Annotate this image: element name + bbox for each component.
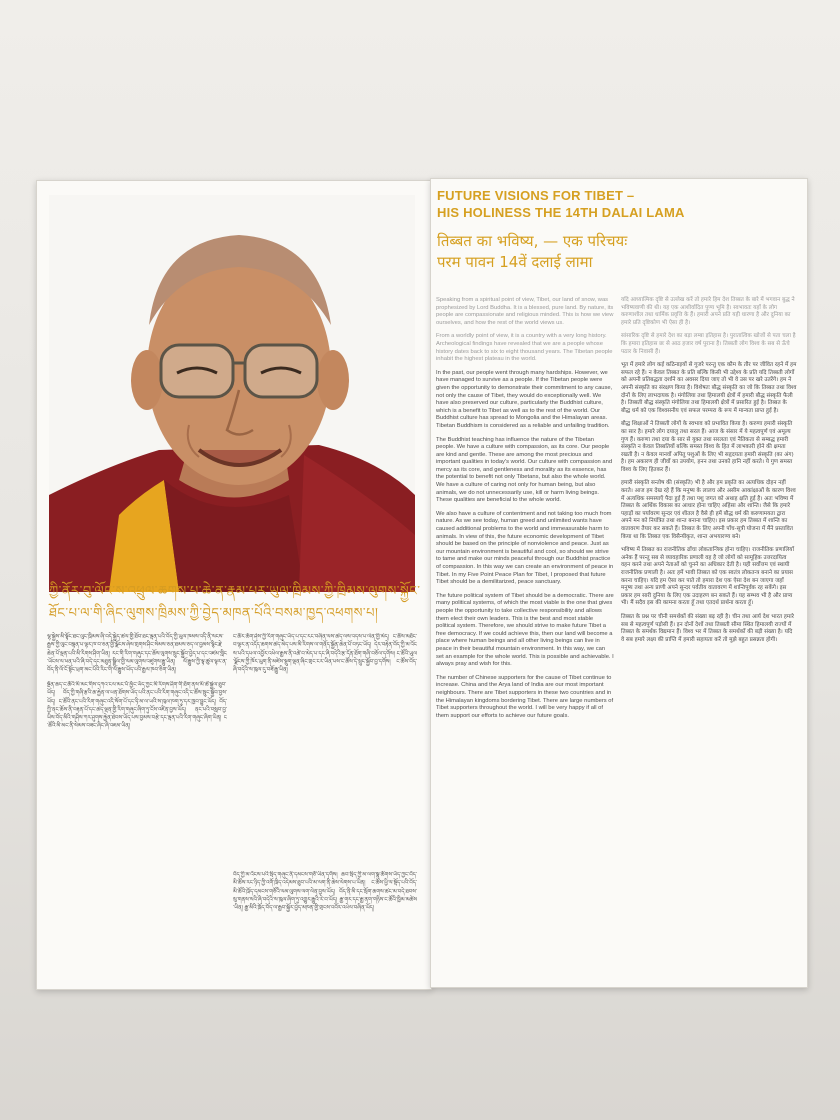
hi-paragraph: भूत में हमारे लोग कई कठिनाइयों से गुजरे परन्तु एक कौम के तौर पर जीवित रहने में हम सफल रहे हैं। न केवल तिब्बत के प्रति बल्कि किसी भी उद्देश्य के प्रति यदि तिब्बती लोगों को अपनी प्रतिबद्धता दर्शाने का अवसर दिया जाए तो भी वे उस पर खरे उतरेंगे। हम ने अपनी संस्कृति का संरक्षण किया है। विशेषतः बौद्ध संस्कृति का जो कि तिब्बत तथा विश्व दोनों के लिए लाभदायक है। मंगोलिया तथा हिमालयी क्षेत्रों में हमारी बौद्ध संस्कृति फैली है। तिब्बती बौद्ध संस्कृति मंगोलिया तथा हिमालयी क्षेत्रों में प्रसारित हुई है। तिब्बत के बौद्ध धर्म को एक विश्वसनीय एवं सफल परम्परा के रूप में मान्यता प्राप्त हुई है। xyxy=(621,362,797,414)
hi-paragraph: हमारी संस्कृति सन्तोष की (संस्कृति) भी है और हम प्रकृति का अत्यधिक दोहन नहीं करते। आज हम देख रहे हैं कि मनुष्य के लालच और असीम आकांक्षाओं के कारण विश्व में अत्यधिक समस्याएँ पैदा हुई हैं तथा पशु जगत को अथाह क्षति हुई है। अतः भविष्य में तिब्बत के आर्थिक विकास का आधार होना चाहिए अहिंसा और शान्ति। जैसे कि हमारे पहाड़ों का पर्यावरण सुन्दर एवं शीतल है वैसे ही हमें बौद्ध धर्म की करुणामयता द्वारा अपने मन को नियंत्रित तथा शान्त बनाना चाहिए। इस प्रकार हम तिब्बत में शान्ति का वातावरण तैयार कर सकते हैं। तिब्बत के लिए अपनी पाँच-सूत्री योजना में मैंने प्रस्तावित किया था कि तिब्बत एक विसैन्यीकृत, शान्त अभयारण्य बने। xyxy=(621,480,796,540)
en-paragraph: Speaking from a spiritual point of view, Tibet, our land of snow, was prophesized by Lord Buddha. It is a blessed, pure land. By nature, its people are compassionate and religious minded. This is how we view ourselves, and how the rest of the world views us. xyxy=(436,297,614,326)
portrait-illustration xyxy=(49,195,415,592)
tibetan-body-right: བོད་ཀྱི་མ་འོངས་པའི་སྲིད་གཞུང་ནི་དམངས་གཙོ་ཡིན་དགོས། ཆབ་སྲིད་ཀྱི་མ་ལག་སྣ་ཚོགས་ཡོད་ཀྱང་བོད་མི་ཚོས་རང་ཉིད་ཀྱི་འགོ་ཁྲིད་འདེམས་ཐུབ་པའི་མ་ལག་ནི་ཆེས་ལེགས་པ་ཡིན། ང་ཚོས་ཕྱི་ལ་སྡོད་པའི་བོད་མི་ཚོའི་ཁྲོད་དམངས་གཙོའི་ལམ་ལུགས་ལག་ལེན་བྱས་ཡོད། བོད་ནི་མི་དང་སྲོག་ཆགས་ཚང་མ་བདེ་ཐབས་སུ་གནས་སའི་ཞི་བདེའི་ས་ཁུལ་ཞིག་ཏུ་འགྱུར་རྒྱུའི་རེ་བ་ཡོད། རྒྱ་གར་དང་རྒྱ་ནག་གཉིས་ང་ཚོའི་ཁྱིམ་མཚེས་ཡིན། རྒྱ་མིའི་ཁྲོད་བོད་ལ་རྒྱབ་སྐྱོར་བྱེད་མཁན་གྱི་གྲངས་འབོར་འཕེལ་བཞིན་ཡོད། xyxy=(233,872,417,912)
tibetan-body-right-top: ང་ཚོར་ཆོག་ཤེས་ཀྱི་རིག་གཞུང་ཡོད་པ་དང་རང་བཞིན་ལས་ཚད་ལས་འདས་པ་ལེན་གྱི་མེད། ང་ཚོས་མཐོང་བ་ལྟར་ན་འདོད་ཆགས་ཚད་མེད་པས་མི་རིགས་ལ་གནོད་སྐྱོན་ཆེན་པོ་བཏང་ཡོད། དེར་བརྟེན་བོད་ཀྱི་མ་འོངས་པའི་དཔལ་འབྱོར་འཕེལ་རྒྱས་ནི་འཚེ་བ་མེད་པ་དང་ཞི་བདེའི་རྩ་དོན་ཐོག་གཞི་བཅོལ་དགོས། ང་ཚོའི་ཡུལ་ལྗོངས་ཀྱི་ཁོར་ཡུག་ནི་མཛེས་སྡུག་ལྡན་ཞིང་གྲང་ངར་ཡིན་པས་ང་ཚོས་དེ་སྲུང་སྐྱོབ་བྱ་དགོས། ང་ཚོས་བོད་ཞི་བདེའི་ས་ཁུལ་དུ་བཟོ་རྒྱུ་ཡིན། xyxy=(233,634,417,674)
tibetan-body-left-top: ལྷ་སྐྱེས་མི་སྟོང་ཐང་ལུང་ཁྲིམས་ཞི་བདེ་སྐྱེད་ཚལ་གྱི་ཐོབ་ཐང་ལྡན་པའི་བོད་ཀྱི་ཡུལ་ཁམས་འདི་ནི་སངས་རྒྱས་ཀྱི་ལུང་བསྟན་པ་ལྟར་ཁ་བ་ཅན་གྱི་ལྗོངས་ཞེས་གྲགས་ཤིང་སེམས་ཅན་ཐམས་ཅད་ལ་བྱམས་སྙིང་རྗེ་ཆེན་པོ་ལྡན་པའི་མི་རིགས་ཤིག་ཡིན། རང་གི་རིག་གཞུང་དང་ཆོས་ལུགས་སྲུང་སྐྱོབ་བྱེད་པ་དང་འཛམ་གླིང་ཡོངས་ལ་ཕན་པའི་ཞི་བདེ་དང་མཐུན་སྒྲིལ་གྱི་ལམ་ལུགས་འཛུགས་རྒྱུ་ཡིན། ལོ་རྒྱུས་ཀྱི་ལྟ་ཚུལ་ལྟར་ན་བོད་ནི་ལོ་ངོ་སྟོང་ཕྲག་མང་པོའི་རིང་གི་ལོ་རྒྱུས་ཡོད་པའི་རྒྱལ་ཁབ་ཅིག་ཡིན། xyxy=(47,634,227,674)
english-title xyxy=(437,187,797,221)
tibetan-title-line1: ཀྱི་ནོར་བུ་ལོང་ས་འཕྲུལ་ཆགས་པ་ཆེ་ན་རྣམ་པར་ཡུལ་ཁྲིམས་ཀྱི་ཁྲིམས་ལུགས་སྐྱོང་ xyxy=(49,584,421,599)
tibetan-title xyxy=(49,581,421,625)
hi-paragraph: यदि आध्यात्मिक दृष्टि से उल्लेख करें तो हमारे हिम देश तिब्बत के बारे में भगवान बुद्ध ने भविष्यवाणी की थी। यह एक आशीर्वादित पुण्य भूमि है। स्वभावतः यहाँ के लोग करुणाशील तथा धार्मिक प्रवृत्ति के हैं। हमारी अपने प्रति यही धारणा है और दुनिया का हमारे प्रति दृष्टिकोण भी ऐसा ही है। xyxy=(621,297,795,326)
en-paragraph: The Buddhist teaching has influence the nature of the Tibetan people. We have a culture with compassion, as its core. Our people are kind and gentle. These are among the most precious and important qualities in today's world. Our culture with compassion and mercy as its core, and gentleness and morality as its essence, has the potential to benefit not only Tibetans, but also the whole world. We have a culture of caring not only for human being, but also animals, we do not unnecessarily use, kill or harm living beings. These qualities are beneficial to the whole world. xyxy=(436,436,613,504)
hi-paragraph: सांसारिक दृष्टि से हमारे देश का बड़ा लम्बा इतिहास है। पुरातात्विक खोजों से पता चला है कि हमारा इतिहास छः से आठ हजार वर्ष पुराना है। तिब्बती लोग विश्व के सब से ऊँचे पठार के निवासी हैं। xyxy=(621,333,796,355)
en-paragraph: In the past, our people went through many hardships. However, we have managed to survive as a people. If the Tibetan people were given the opportunity to demonstrate their commitment to any cause, not only the cause of Tibet, they would do exceptionally well. We have also preserved our culture, particularly the Buddhist culture, which is a benefit to Tibet as well as to the rest of the world. Our Buddhist culture has spread to Mongolia and the Himalayan areas. Tibetan Buddhism is considered as a reliable and unfailing tradition. xyxy=(436,369,613,429)
english-text-column xyxy=(436,297,614,726)
hindi-title-line1: तिब्बत का भविष्य, — एक परिचयः xyxy=(437,232,628,250)
hi-paragraph: तिब्बत के प्रश्न पर चीनी समर्थकों की संख्या बढ़ रही है। चीन तथा आर्य देश भारत हमारे सब से महत्वपूर्ण पड़ोसी हैं। इन दोनों देशों तथा तिब्बती सीमा स्थित हिमालयी राज्यों में तिब्बत के समर्थक विद्यमान हैं। विश्व भर में तिब्बत के समर्थकों की बड़ी संख्या है। यदि वे सब हमारे लक्ष्य की प्राप्ति में हमारी सहायता करें तो मुझे बहुत प्रसन्नता होगी। xyxy=(621,613,794,643)
exhibit-panel-left xyxy=(36,180,432,990)
hindi-title xyxy=(437,231,797,273)
dalai-lama-portrait xyxy=(49,195,415,592)
en-paragraph: The future political system of Tibet should be a democratic. There are many political systems, of which the most viable is the one that gives people the opportunity to take collective responsibility and allows them elect their own leaders. This is the best and most stable political system. Therefore, we should strive to make future Tibet a free democracy. If we could achieve this, then our land will become a place where human beings and all other living beings can live in peace in their beautiful mountain environment. In this way, we can set an example for the whole world. This is possible and achievable. I always pray and wish for this. xyxy=(436,592,614,668)
hi-paragraph: बौद्ध शिक्षाओं ने तिब्बती लोगों के स्वभाव को प्रभावित किया है। करुणा हमारी संस्कृति का सार है। हमारे लोग दयालु तथा सरल हैं। आज के संसार में ये महत्वपूर्ण एवं अमूल्य गुण हैं। करुणा तथा दया के सार से युक्त तथा सरलता एवं नैतिकता से सम्बद्ध हमारी संस्कृति न केवल तिब्बतियों बल्कि समस्त विश्व के हित में लाभकारी होने की क्षमता रखती है। न केवल मानवों अपितु पशुओं के लिए भी सहृदयता हमारी संस्कृति (का अंग) है। हम अकारण ही जीवों का उपयोग, हनन तथा उनको हानि नहीं करते। ये गुण समस्त विश्व के लिए हितकर हैं। xyxy=(621,421,794,473)
hindi-title-line2: परम पावन 14वें दलाई लामा xyxy=(437,253,593,271)
english-title-line1: FUTURE VISIONS FOR TIBET – xyxy=(437,188,635,203)
hindi-text-column xyxy=(621,297,797,650)
english-title-line2: HIS HOLINESS THE 14TH DALAI LAMA xyxy=(437,205,685,220)
tibetan-title-line2: ཐོང་པ་ལ་གི་ཞིང་ལུགས་ཁྲིམས་ཀྱི་བྱེད་མཁན་པོའི་བསམ་ཁྱད་འཕགས་པ། xyxy=(49,606,379,621)
en-paragraph: The number of Chinese supporters for the cause of Tibet continue to increase. China and the Arya land of India are our most important neighbours. There are Tibet supporters in these two countries and in the Himalayan kingdoms bordering Tibet. There are large numbers of Tibet supporters throughout the world. I will be very happy if all of them support our efforts to achieve our future goals. xyxy=(436,674,614,719)
tibetan-body-left: སྔོན་ཆད་ང་ཚོའི་མི་མང་གིས་དཀའ་ངལ་མང་པོ་མྱོང་ཡོད་ཀྱང་མི་རིགས་ཤིག་གི་ཐོག་ནས་མི་ཚེ་སྐྱེལ་ཐུབ་ཡོད། བོད་ཀྱི་གཞི་རྩའི་ཆ་རྐྱེན་ལ་ཕན་ཐོགས་ཡོད་པའི་ནང་པའི་རིག་གཞུང་འདི་ང་ཚོས་སྲུང་སྐྱོབ་བྱས་ཡོད། ང་ཚོའི་ནང་པའི་རིག་གཞུང་འདི་སོག་པོ་དང་ཧི་མ་ལ་ཡའི་ས་ཁུལ་ཁག་ཏུ་དར་ཁྱབ་བྱུང་ཡོད། བོད་ཀྱི་ནང་ཆོས་ནི་བརྟན་པོ་དང་ཚད་ལྡན་གྱི་རིག་གཞུང་ཞིག་ཏུ་ངོས་འཛིན་བྱས་ཡོད། ནང་པའི་བསླབ་བྱ་ཡིས་བོད་མིའི་གཤིས་ཀར་ཤུགས་རྐྱེན་ཐེབས་ཡོད་པས་བྱམས་བརྩེ་དང་ལྡན་པའི་རིག་གཞུང་ཞིག་ཡིན། ང་ཚོའི་མི་མང་ནི་སེམས་བཟང་ཞིང་ཞི་འཇམ་ཡིན། xyxy=(47,682,227,730)
en-paragraph: We also have a culture of contentment and not taking too much from nature. As we see today, human greed and unlimited wants have caused additional problems to the world and immeasurable harm to animals. In view of this, the future economic development of Tibet should be based on the principle of nonviolence and peace. Just as our mountain environment is beautiful and cool, so should we strive to tame and make our minds peaceful through our Buddhist practice of compassion. In this way we can create an environment of peace in Tibet. In my Five Point Peace Plan for Tibet, I proposed that future Tibet should be a demilitarized, peace sanctuary. xyxy=(436,510,614,586)
exhibit-panel-right xyxy=(430,178,808,988)
en-paragraph: From a worldly point of view, it is a country with a very long history. Archeological findings have revealed that we are a people whose history dates back to six to eight thousand years. The Tibetan people inhabit the highest plateau in the world. xyxy=(436,333,613,363)
hi-paragraph: भविष्य में तिब्बत का राजनीतिक ढाँचा लोकतान्त्रिक होना चाहिए। राजनीतिक प्रणालियाँ अनेक हैं परन्तु सब से व्यावहारिक प्रणाली वह है जो लोगों को सामूहिक उत्तरदायित्व वहन करने तथा अपने नेताओं को चुनने का अधिकार देती है। यही सर्वोत्तम एवं स्थायी राजनीतिक प्रणाली है। अतः हमें भावी तिब्बत को एक स्वतंत्र लोकतन्त्र बनाने का प्रयास करना चाहिए। यदि हम ऐसा कर पाते तो हमारा देश एक ऐसा देश बन जाएगा जहाँ मनुष्य तथा अन्य प्राणी अपने सुन्दर पर्वतीय वातावरण में शान्तिपूर्वक रह सकेंगे। इस प्रकार हम सारी दुनिया के लिए एक उदाहरण बन सकते हैं। यह सम्भव भी है और प्राप्य भी। मैं सदैव इस की कामना करता हूँ तथा एतदर्थ प्रार्थना करता हूँ। xyxy=(621,547,794,607)
